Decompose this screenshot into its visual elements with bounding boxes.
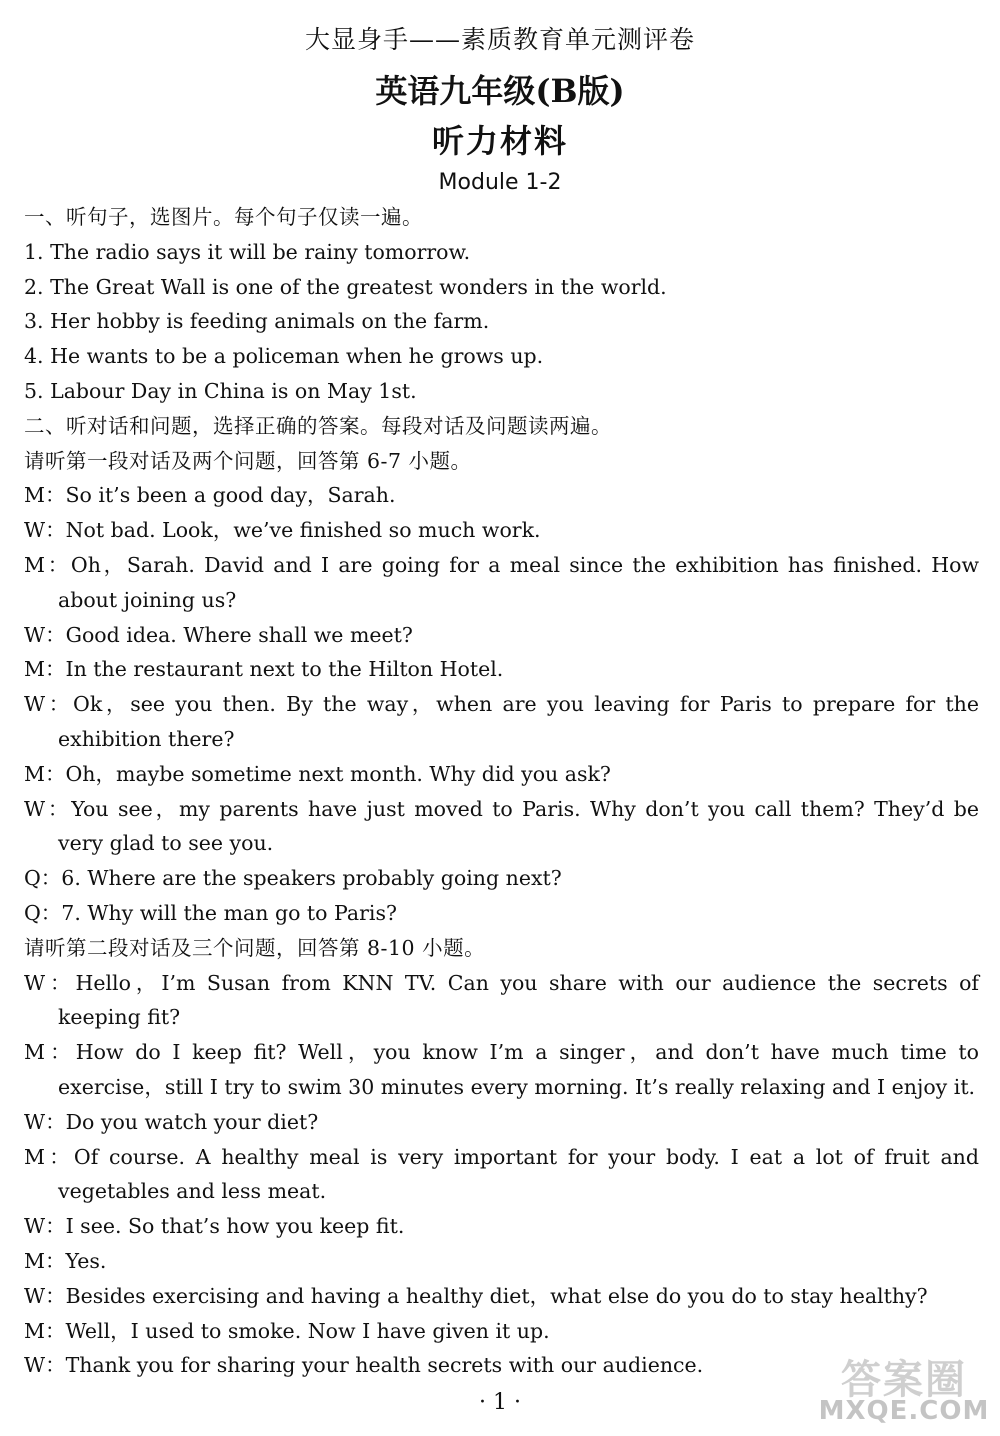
sentence-4: 4. He wants to be a policeman when he grows up. <box>24 344 544 369</box>
dialogue1-line-6: W：Ok，see you then. By the way，when are you leaving for Paris to prepare for the exhibition there? <box>24 692 979 751</box>
section1-heading: 一、听句子，选图片。每个句子仅读一遍。 <box>24 205 423 229</box>
dialogue1-intro: 请听第一段对话及两个问题，回答第 6-7 小题。 <box>24 448 472 473</box>
page-title: 英语九年级(B版) <box>375 72 625 110</box>
dialogue1-line-7: M：Oh，maybe sometime next month. Why did you ask? <box>24 761 611 786</box>
dialogue2-line-2: M：How do I keep fit? Well，you know I’m a singer，and don’t have much time to exercise，still I try to swim 30 minutes every morning. It’s really relaxing and I enjoy it. <box>24 1040 979 1099</box>
sentence-3: 3. Her hobby is feeding animals on the farm. <box>24 309 490 334</box>
sentence-2: 2. The Great Wall is one of the greatest wonders in the world. <box>24 274 667 299</box>
watermark-text-top: 答案圈 <box>841 1357 967 1403</box>
question-6: Q：6. Where are the speakers probably going next? <box>24 866 562 891</box>
dialogue1-line-4: W：Good idea. Where shall we meet? <box>24 622 413 647</box>
dialogue1-line-1: M：So it’s been a good day，Sarah. <box>24 483 396 508</box>
section2-heading: 二、听对话和问题，选择正确的答案。每段对话及问题读两遍。 <box>24 413 612 438</box>
dialogue2-line-5: W：I see. So that’s how you keep fit. <box>24 1214 405 1239</box>
dialogue1-line-8: W：You see，my parents have just moved to Paris. Why don’t you call them? They’d be very glad to see you. <box>24 796 979 856</box>
watermark-text-bottom: MXQE.COM <box>818 1396 990 1426</box>
dialogue1-line-2: W：Not bad. Look，we’ve finished so much work. <box>24 518 541 543</box>
dialogue2-line-6: M：Yes. <box>24 1248 107 1273</box>
dialogue2-intro: 请听第二段对话及三个问题，回答第 8-10 小题。 <box>24 935 486 960</box>
sentence-5: 5. Labour Day in China is on May 1st. <box>24 378 417 403</box>
dialogue2-line-7: W：Besides exercising and having a healthy diet，what else do you do to stay healthy? <box>24 1283 928 1308</box>
dialogue2-line-3: W：Do you watch your diet? <box>24 1109 319 1134</box>
dialogue2-line-1: W：Hello，I’m Susan from KNN TV. Can you share with our audience the secrets of keeping fit? <box>24 970 979 1030</box>
module-label: Module 1-2 <box>438 170 562 195</box>
series-title: 大显身手——素质教育单元测评卷 <box>304 25 695 54</box>
document-body <box>24 200 979 1383</box>
dialogue2-line-9: W：Thank you for sharing your health secrets with our audience. <box>24 1353 704 1378</box>
page-number: · 1 · <box>479 1390 521 1415</box>
dialogue2-line-4: M：Of course. A healthy meal is very important for your body. I eat a lot of fruit and vegetables and less meat. <box>24 1144 979 1204</box>
dialogue1-line-5: M：In the restaurant next to the Hilton Hotel. <box>24 657 504 682</box>
dialogue1-line-3: M：Oh，Sarah. David and I are going for a meal since the exhibition has finished. How about joining us? <box>24 552 979 612</box>
sentence-1: 1. The radio says it will be rainy tomorrow. <box>24 239 471 264</box>
question-7: Q：7. Why will the man go to Paris? <box>24 900 397 925</box>
dialogue2-line-8: M：Well，I used to smoke. Now I have given it up. <box>24 1318 550 1343</box>
watermark-logo <box>814 1348 994 1434</box>
page-subtitle: 听力材料 <box>431 122 568 160</box>
